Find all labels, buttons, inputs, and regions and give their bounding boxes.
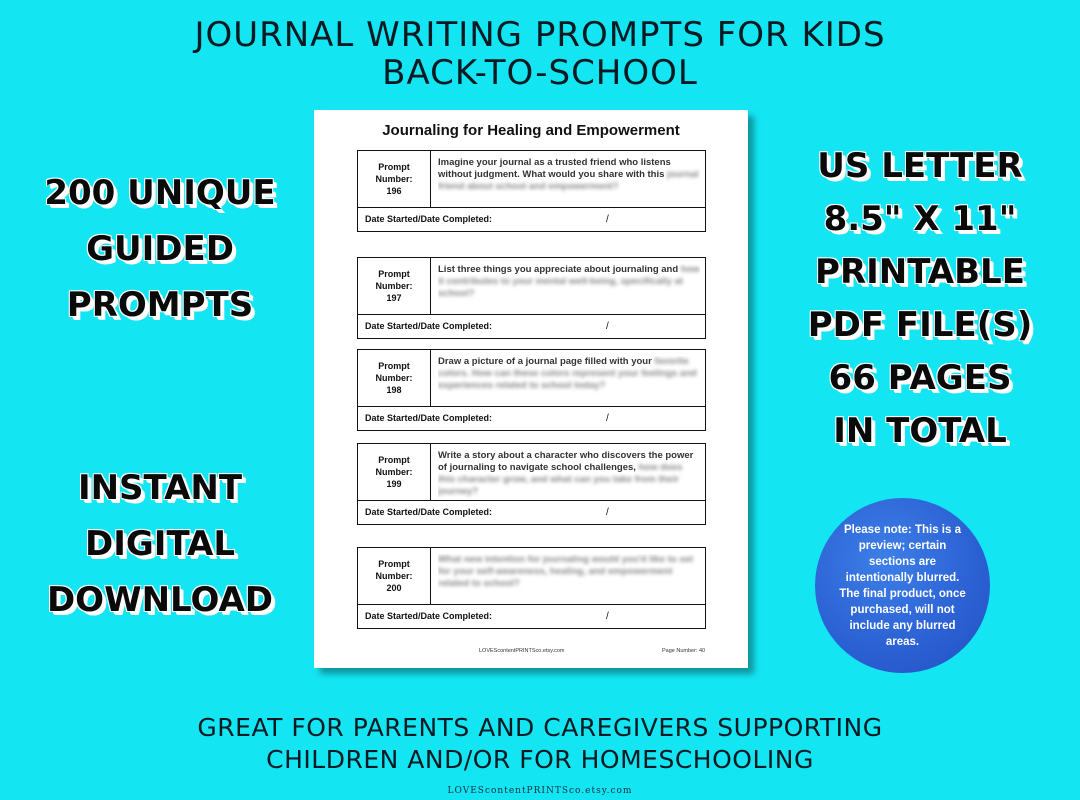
prompt-clear-text: Imagine your journal as a trusted friend who listens without judgment. What would you share with this xyxy=(438,157,671,180)
worksheet-title: Journaling for Healing and Empowerment xyxy=(382,122,680,139)
date-row xyxy=(358,500,705,525)
callout-line: 66 PAGES xyxy=(828,358,1012,398)
prompt-card xyxy=(357,349,706,431)
prompt-label: Prompt xyxy=(378,559,410,569)
prompt-clear-text: List three things you appreciate about journaling and xyxy=(438,264,679,275)
number-label: Number: xyxy=(375,467,413,477)
prompt-card xyxy=(357,443,706,525)
prompt-number-cell xyxy=(358,350,431,406)
callout-line: DOWNLOAD xyxy=(46,580,274,620)
prompt-text xyxy=(438,157,700,205)
prompt-label: Prompt xyxy=(378,162,410,172)
prompt-number-cell xyxy=(358,444,431,500)
prompt-number: 197 xyxy=(386,293,402,303)
number-label: Number: xyxy=(375,571,413,581)
format-callout xyxy=(790,140,1050,458)
number-label: Number: xyxy=(375,373,413,383)
audience-tagline xyxy=(0,712,1080,776)
title-line-1: JOURNAL WRITING PROMPTS FOR KIDS xyxy=(194,15,886,55)
prompt-text xyxy=(438,356,700,404)
callout-line: PROMPTS xyxy=(66,285,254,325)
prompt-number: 199 xyxy=(386,479,402,489)
date-separator: / xyxy=(606,321,609,332)
callout-line: PRINTABLE xyxy=(815,252,1025,292)
prompt-label: Prompt xyxy=(378,269,410,279)
callout-line: DIGITAL xyxy=(85,524,235,564)
prompt-text xyxy=(438,450,700,498)
prompt-blurred-text: journal friend about school and empowerment? xyxy=(438,169,699,192)
date-label: Date Started/Date Completed: xyxy=(365,413,493,423)
date-separator: / xyxy=(606,507,609,518)
prompt-number-cell xyxy=(358,548,431,604)
date-separator: / xyxy=(606,413,609,424)
callout-line: GUIDED xyxy=(86,229,234,269)
date-row xyxy=(358,314,705,339)
worksheet-preview xyxy=(314,110,748,668)
instant-download-callout xyxy=(40,460,280,628)
prompt-blurred-text: how does this character grow, and what can you take from their journey? xyxy=(438,462,683,497)
page-title xyxy=(0,16,1080,92)
date-label: Date Started/Date Completed: xyxy=(365,321,493,331)
prompt-number-cell xyxy=(358,151,431,207)
prompt-blurred-text: how it contributes to your mental well-being, specifically at school? xyxy=(438,264,700,299)
prompt-clear-text: Draw a picture of a journal page filled with your xyxy=(438,356,652,367)
unique-prompts-callout xyxy=(40,165,280,333)
number-label: Number: xyxy=(375,174,413,184)
prompt-label: Prompt xyxy=(378,361,410,371)
date-row xyxy=(358,406,705,431)
worksheet-page-number: Page Number: 40 xyxy=(662,648,706,654)
prompt-number-cell xyxy=(358,258,431,314)
prompt-text xyxy=(438,554,700,602)
date-label: Date Started/Date Completed: xyxy=(365,507,493,517)
blur-notice-badge xyxy=(815,498,990,673)
callout-line: INSTANT xyxy=(77,468,243,508)
worksheet-footer-site: LOVEScontentPRINTSco.etsy.com xyxy=(479,648,565,654)
prompt-card xyxy=(357,547,706,629)
prompt-number: 196 xyxy=(386,186,402,196)
date-row xyxy=(358,207,705,232)
prompt-card xyxy=(357,150,706,232)
date-label: Date Started/Date Completed: xyxy=(365,611,493,621)
prompt-text xyxy=(438,264,700,312)
prompt-label: Prompt xyxy=(378,455,410,465)
prompt-card xyxy=(357,257,706,339)
date-label: Date Started/Date Completed: xyxy=(365,214,493,224)
date-separator: / xyxy=(606,214,609,225)
tagline-line-2: CHILDREN AND/OR FOR HOMESCHOOLING xyxy=(266,745,814,774)
prompt-clear-text: Write a story about a character who discovers the power of journaling to navigate school challenges, xyxy=(438,450,694,473)
prompt-blurred-text: What new intention for journaling would you'd like to set for your self-awareness, healing, and empowerment related to school? xyxy=(438,554,694,589)
callout-line: IN TOTAL xyxy=(833,411,1007,451)
blur-notice-text: Please note: This is a preview; certain sections are intentionally blurred. The final product, once purchased, will not include any blurred areas. xyxy=(839,523,966,648)
number-label: Number: xyxy=(375,281,413,291)
callout-line: 200 UNIQUE xyxy=(44,173,276,213)
callout-line: US LETTER xyxy=(817,146,1023,186)
shop-url: LOVEScontentPRINTSco.etsy.com xyxy=(447,786,633,796)
prompt-number: 198 xyxy=(386,385,402,395)
date-separator: / xyxy=(606,611,609,622)
prompt-number: 200 xyxy=(386,583,402,593)
title-line-2: BACK-TO-SCHOOL xyxy=(382,53,698,93)
callout-line: PDF FILE(S) xyxy=(807,305,1033,345)
callout-line: 8.5" X 11" xyxy=(823,199,1017,239)
tagline-line-1: GREAT FOR PARENTS AND CAREGIVERS SUPPORTING xyxy=(197,713,883,742)
date-row xyxy=(358,604,705,629)
prompt-blurred-text: favorite colors. How can these colors represent your feelings and experiences related to school today? xyxy=(438,356,697,391)
